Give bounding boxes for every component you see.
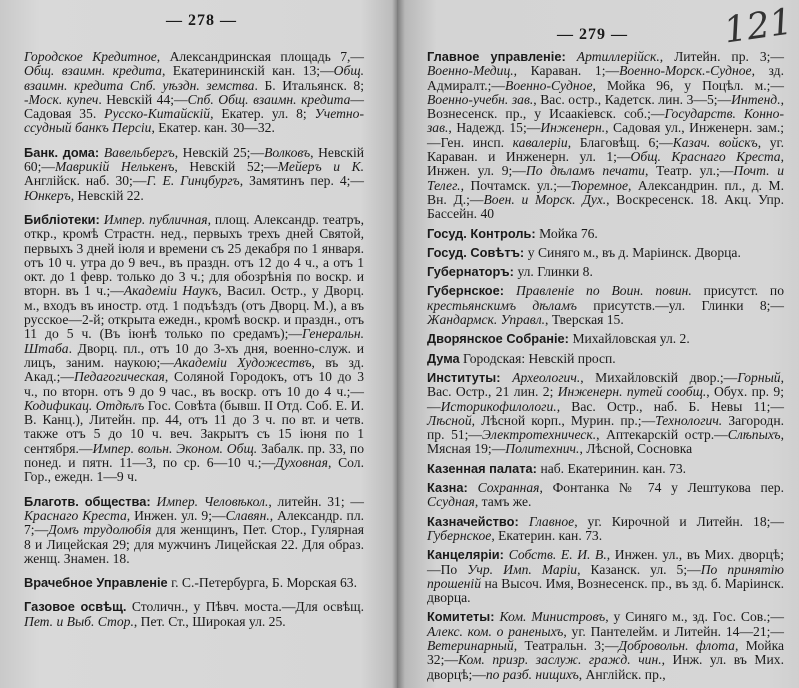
institution-name: Общ. взаимн. кредита Спб. уѣздн. земства bbox=[24, 63, 364, 93]
institution-name: Городское Кредитное bbox=[24, 49, 157, 64]
address-text: , Лѣсной корп., Мурин. пр.;— bbox=[471, 412, 656, 428]
entry-heading: Комитеты: bbox=[427, 609, 500, 625]
institution-name: Духовная bbox=[275, 455, 328, 471]
address-text: , Аптекарскій остр.— bbox=[596, 427, 728, 443]
institution-name: Краснаго Креста bbox=[24, 507, 127, 523]
institution-name: Алекс. ком. о раненыхъ bbox=[427, 623, 564, 639]
left-page bbox=[0, 0, 397, 688]
address-text: , Обух. пр. 9;— bbox=[427, 384, 784, 414]
address-text: , Инжен. ул. 9;— bbox=[126, 507, 226, 523]
entry-heading: Казна: bbox=[427, 480, 478, 496]
address-text: , Александр. пл. 7;— bbox=[24, 507, 365, 538]
address-text: , Лѣсной, Сосновка bbox=[579, 441, 693, 457]
directory-entry bbox=[427, 246, 784, 260]
institution-name: Пет. и Выб. Стор. bbox=[24, 613, 134, 629]
address-text: , литейн. 31; — bbox=[268, 493, 364, 509]
institution-name: Правленіе по Воин. повин. bbox=[516, 283, 692, 299]
address-text: присутст. по bbox=[691, 283, 784, 299]
address-text: , Театр. ул.;— bbox=[644, 163, 734, 179]
institution-name: Интенд. bbox=[731, 91, 781, 107]
address-text: Столичн., у Пѣвч. моста.—Для освѣщ. bbox=[126, 599, 364, 615]
institution-name: Импер. Человѣкол. bbox=[156, 493, 269, 509]
institution-name: Академіи Наукъ bbox=[123, 283, 219, 299]
directory-entry bbox=[427, 610, 784, 681]
address-text: , зд. Адмиралт.;— bbox=[427, 63, 784, 93]
address-text: , Мойка 96, у Поцѣл. м.;— bbox=[592, 77, 784, 93]
entry-heading: Казенная палата: bbox=[427, 460, 541, 476]
institution-name: Маврикій Нелькенъ bbox=[54, 159, 175, 175]
directory-entry bbox=[24, 50, 364, 136]
institution-name: Собств. Е. И. В. bbox=[508, 547, 607, 563]
institution-name: Электротехническ. bbox=[482, 427, 597, 443]
institution-name: Сохранная bbox=[477, 480, 540, 496]
institution-name: Волковъ bbox=[264, 144, 311, 160]
address-text: Англійск. наб. 30;— bbox=[24, 173, 147, 189]
address-text: , Театральн. 3;— bbox=[513, 637, 619, 653]
directory-entry bbox=[427, 227, 784, 241]
entry-heading: Госуд. Совѣтъ: bbox=[427, 244, 528, 260]
institution-name: Главное bbox=[528, 513, 575, 529]
entry-heading: Губернское: bbox=[427, 283, 517, 299]
institution-name: Военно-Медиц. bbox=[427, 63, 514, 79]
handwritten-annotation: 121 bbox=[721, 1, 796, 52]
institution-name: Вавельбергъ bbox=[103, 144, 175, 160]
institution-name: кавалеріи bbox=[512, 134, 568, 150]
address-text: , Замятинъ пер. 4;— bbox=[239, 173, 365, 189]
page-text bbox=[427, 50, 784, 687]
entry-heading: Дума bbox=[427, 350, 460, 366]
institution-name: Общ. Краснаго Креста bbox=[630, 149, 781, 165]
directory-entry bbox=[427, 352, 784, 366]
address-text: . Б. Итальянск. 8; - bbox=[24, 77, 364, 107]
address-text: , Казанск. ул. 5;— bbox=[577, 561, 701, 577]
address-text: , Соляной Городокъ, отъ 10 до 3 ч., по вторн. отъ 9 до 9 час., въ воскр. отъ 10 до 4 ч.;— bbox=[24, 369, 364, 399]
address-text: на Высоч. Имя, Вознесенск. пр., въ зд. б. Маріинск. дворца. bbox=[427, 575, 784, 606]
address-text: , Инж. ул. въ Мих. дворцѣ;— bbox=[427, 652, 784, 682]
directory-entry bbox=[427, 284, 784, 327]
address-text: присутств.—ул. Глинки 8;— bbox=[576, 297, 784, 313]
institution-name: Государств. Конно-зав. bbox=[427, 106, 784, 136]
institution-name: Г. Е. Гинцбургъ bbox=[146, 173, 240, 189]
institution-name: Кодификац. Отдѣлъ bbox=[24, 397, 145, 413]
institution-name: Импер. публичная bbox=[103, 211, 208, 227]
address-text: , у Синяго м., зд. Гос. Сов.;— bbox=[605, 609, 784, 625]
institution-name: Ком. Министровъ bbox=[499, 609, 606, 625]
address-text: наб. Екатеринин. кан. 73. bbox=[540, 460, 687, 476]
address-text: Забалк. пр. 33, по понед. и пятн. 11—3, по ср. 6—10 ч.;— bbox=[24, 440, 364, 471]
address-text: , Литейн. пр. 3;— bbox=[659, 49, 784, 64]
address-text: , Почтамск. ул.;— bbox=[460, 177, 571, 193]
directory-entry bbox=[427, 481, 784, 510]
institution-name: Учр. Имп. Маріи bbox=[467, 561, 578, 577]
institution-name: Домъ трудолюбія bbox=[48, 522, 152, 538]
institution-name: Учетно-ссудный банкъ Персіи bbox=[24, 106, 364, 136]
address-text: , Вознесенск. пр., у Исаакіевск. соб.;— bbox=[427, 91, 784, 122]
institution-name: Губернское bbox=[427, 527, 492, 543]
address-text: , площ. Александр. театръ, откр., кромѣ Страстн. нед., первыхъ трехъ дней Святой, первыхъ 3 дней іюля и времени съ 25 декабря по 1 января. отъ 10 ч. утра до 9 веч., въ праздн. отъ 12 до 4 ч., а отъ 1 окт. до 1 февр. только до 3 ч.; для обозрѣнія по воскр. и вторн. въ 1 ч.;— bbox=[24, 211, 364, 299]
address-text: , уг. Пантелейм. и Литейн. 14—21;— bbox=[563, 623, 784, 639]
address-text: ул. Глинки 8. bbox=[517, 264, 593, 280]
institution-name: Артиллерійск. bbox=[576, 49, 660, 64]
entry-heading: Благотв. общества: bbox=[24, 493, 157, 509]
institution-name: Спб. Общ. взаимн. кредита bbox=[187, 91, 351, 107]
right-page bbox=[397, 0, 799, 688]
institution-name: По принятію прошеній bbox=[427, 561, 784, 591]
address-text: , Инжен. ул. 9;— bbox=[427, 149, 785, 179]
institution-name: Тюремное bbox=[570, 177, 628, 193]
institution-name: Военно-учебн. зав. bbox=[427, 91, 534, 107]
institution-name: Лѣсной bbox=[427, 412, 472, 428]
institution-name: Генеральн. Штаба bbox=[24, 326, 364, 356]
address-text: , Михайловскій двор.;— bbox=[580, 369, 738, 385]
directory-entry bbox=[24, 146, 364, 203]
address-text: , Пет. Ст., Широкая ул. 25. bbox=[133, 613, 286, 629]
institution-name: Археологич. bbox=[512, 369, 581, 385]
directory-entry bbox=[427, 50, 784, 222]
directory-entry bbox=[427, 371, 784, 457]
institution-name: Моск. купеч bbox=[28, 91, 99, 107]
entry-heading: Газовое освѣщ. bbox=[24, 599, 127, 615]
address-text: , Фонтанка № 74 у Лештукова пер. bbox=[539, 480, 785, 496]
address-text: Городская: Невскій просп. bbox=[459, 350, 616, 366]
directory-entry bbox=[427, 332, 784, 346]
address-text: , Мойка 32;— bbox=[427, 637, 784, 668]
address-text: , Екатер. ул. 8; bbox=[210, 106, 315, 122]
address-text: , Екатер. кан. 30—32. bbox=[151, 120, 275, 136]
address-text: , тамъ же. bbox=[474, 494, 532, 510]
institution-name: Ветеринарный bbox=[427, 637, 514, 653]
page-number: — 279 — bbox=[557, 26, 628, 43]
address-text: Мойка 76. bbox=[539, 225, 598, 241]
address-text: , Караван. 1;— bbox=[513, 63, 620, 79]
address-text: у Синяго м., въ д. Маріинск. Дворца. bbox=[527, 244, 741, 260]
address-text: , уг. Кирочной и Литейн. 18;— bbox=[574, 513, 784, 529]
address-text: , Александринская площадь 7,— bbox=[156, 49, 364, 64]
address-text: , Мясная 19;— bbox=[427, 427, 784, 457]
address-text: для женщинъ, Пет. Стор., Гулярная 8 и Лицейская 29; для мужчинъ Лицейская 22. Для образ. женщ. Знамен. 18. bbox=[24, 522, 364, 566]
institution-name: Русско-Китайскій bbox=[104, 106, 211, 122]
institution-name: Жандармск. Управл. bbox=[427, 312, 546, 328]
address-text: , Садовая ул., Инженерн. зам.;—Ген. инсп. bbox=[427, 120, 784, 150]
institution-name: Ком. призр. заслуж. гражд. чин. bbox=[457, 652, 662, 668]
institution-name: Импер. вольн. Эконом. Общ. bbox=[92, 440, 258, 456]
address-text: , Инжен. ул., въ Мих. дворцѣ;—По bbox=[427, 547, 785, 577]
address-text: , Вас. Остр., 21 лин. 2; bbox=[427, 369, 784, 400]
address-text: , Васил. Остр., у Дворц. м., входъ въ иностр. отд. 1 подъѣздъ (отъ Дворц. М.), а въ русское—2-й; открыта ежедн., кромѣ воскр. и праздн., отъ 11 до 5 ч. (Въ іюнѣ только по средамъ);— bbox=[24, 283, 364, 342]
institution-name: по разб. нищихъ bbox=[485, 666, 579, 682]
directory-entry bbox=[24, 600, 364, 629]
address-text: , Сол. Гор., ежедн. 1—9 ч. bbox=[24, 455, 364, 485]
address-text: , Невскій 52;— bbox=[174, 159, 278, 175]
institution-name: Слѣпыхъ bbox=[727, 427, 781, 443]
directory-entry bbox=[24, 576, 364, 590]
page-text bbox=[24, 50, 364, 639]
address-text: . Невскій 44;— bbox=[98, 91, 188, 107]
entry-heading: Банк. дома: bbox=[24, 144, 104, 160]
directory-entry bbox=[24, 213, 364, 485]
institution-name: Военно-Судное bbox=[505, 77, 593, 93]
entry-heading: Врачебное Управленіе bbox=[24, 575, 168, 591]
entry-heading: Казначейство: bbox=[427, 513, 529, 529]
address-text: , въ зд. Акад.;— bbox=[24, 354, 364, 385]
directory-entry bbox=[427, 265, 784, 279]
institution-name: крестьянскимъ дѣламъ bbox=[427, 297, 577, 313]
address-text: , Англійск. пр., bbox=[578, 666, 666, 682]
institution-name: Почт. и Телег. bbox=[427, 163, 784, 193]
entry-heading: Главное управленіе: bbox=[427, 49, 577, 64]
institution-name: Технологич. bbox=[655, 412, 723, 428]
address-text: , Вас. остр., Кадетск. лин. 3—5;— bbox=[533, 91, 732, 107]
address-text: , Воскресенск. 18. Акц. Упр. Бассейн. 40 bbox=[427, 191, 784, 222]
address-text: , Тверская 15. bbox=[545, 312, 624, 328]
directory-entry bbox=[24, 495, 364, 566]
institution-name: Казач. войскъ bbox=[672, 134, 758, 150]
entry-heading: Губернаторъ: bbox=[427, 264, 518, 280]
entry-heading: Библіотеки: bbox=[24, 211, 104, 227]
entry-heading: Канцеляріи: bbox=[427, 547, 509, 563]
institution-name: Педагогическая bbox=[73, 369, 165, 385]
directory-entry bbox=[427, 548, 784, 605]
institution-name: Общ. взаимн. кредита bbox=[24, 63, 162, 79]
address-text: , Екатерин. кан. 73. bbox=[491, 527, 603, 543]
institution-name: Ссудная bbox=[427, 494, 475, 510]
institution-name: Юнкеръ bbox=[24, 187, 71, 203]
address-text: . Дворц. пл., отъ 10 до 3-хъ дня, военно-служ. и лицъ, заним. наукою;— bbox=[24, 340, 364, 370]
address-text: Загородн. пр. 51;— bbox=[427, 412, 784, 443]
address-text: , Невскій 22. bbox=[70, 187, 144, 203]
entry-heading: Дворянское Собраніе: bbox=[427, 331, 573, 347]
address-text: , Невскій 25;— bbox=[174, 144, 265, 160]
address-text: —Садовая 35. bbox=[24, 91, 364, 122]
institution-name: Мейеръ и К. bbox=[277, 159, 364, 175]
entry-heading: Институты: bbox=[427, 369, 513, 385]
entry-heading: Госуд. Контроль: bbox=[427, 225, 540, 241]
institution-name: Горный bbox=[737, 369, 781, 385]
address-text: , Александрин. пл., д. М. Вн. Д.;— bbox=[427, 177, 785, 207]
institution-name: По дѣламъ печати bbox=[525, 163, 645, 179]
institution-name: Славян. bbox=[225, 507, 270, 523]
directory-entry bbox=[427, 462, 784, 476]
institution-name: Добровольн. флота bbox=[618, 637, 735, 653]
institution-name: Политехнич. bbox=[505, 441, 580, 457]
institution-name: Историкофилологи. bbox=[440, 398, 557, 414]
address-text: Гос. Совѣта (бывш. II Отд. Соб. Е. И. В. Канц.), Литейн. пр. 44, отъ 11 до 3 ч. по вт. и четв. также отъ 5 до 10 ч. веч. Закрытъ съ 15 іюня по 1 сентября.— bbox=[24, 397, 364, 456]
directory-entry bbox=[427, 515, 784, 544]
address-text: , Надежд. 15;— bbox=[448, 120, 541, 136]
address-text: Михайловская ул. 2. bbox=[572, 331, 690, 347]
institution-name: Воен. и Морск. Дух. bbox=[483, 191, 607, 207]
address-text: , уг. Караван. и Инженерн. ул. 1;— bbox=[427, 134, 784, 165]
page-number: — 278 — bbox=[166, 12, 237, 29]
institution-name: Инженерн. bbox=[540, 120, 606, 136]
institution-name: Военно-Морск.-Судное bbox=[619, 63, 752, 79]
address-text: г. С.-Петербурга, Б. Морская 63. bbox=[167, 575, 357, 591]
address-text: , Благовѣщ. 6;— bbox=[567, 134, 673, 150]
address-text: , Невскій 60;— bbox=[24, 144, 364, 175]
institution-name: Академіи Художествъ bbox=[173, 354, 312, 370]
institution-name: Инженерн. путей сообщ. bbox=[557, 384, 707, 400]
address-text: , Екатерининскій кан. 13;— bbox=[161, 63, 334, 79]
address-text: , Вас. Остр., наб. Б. Невы 11;— bbox=[556, 398, 784, 414]
